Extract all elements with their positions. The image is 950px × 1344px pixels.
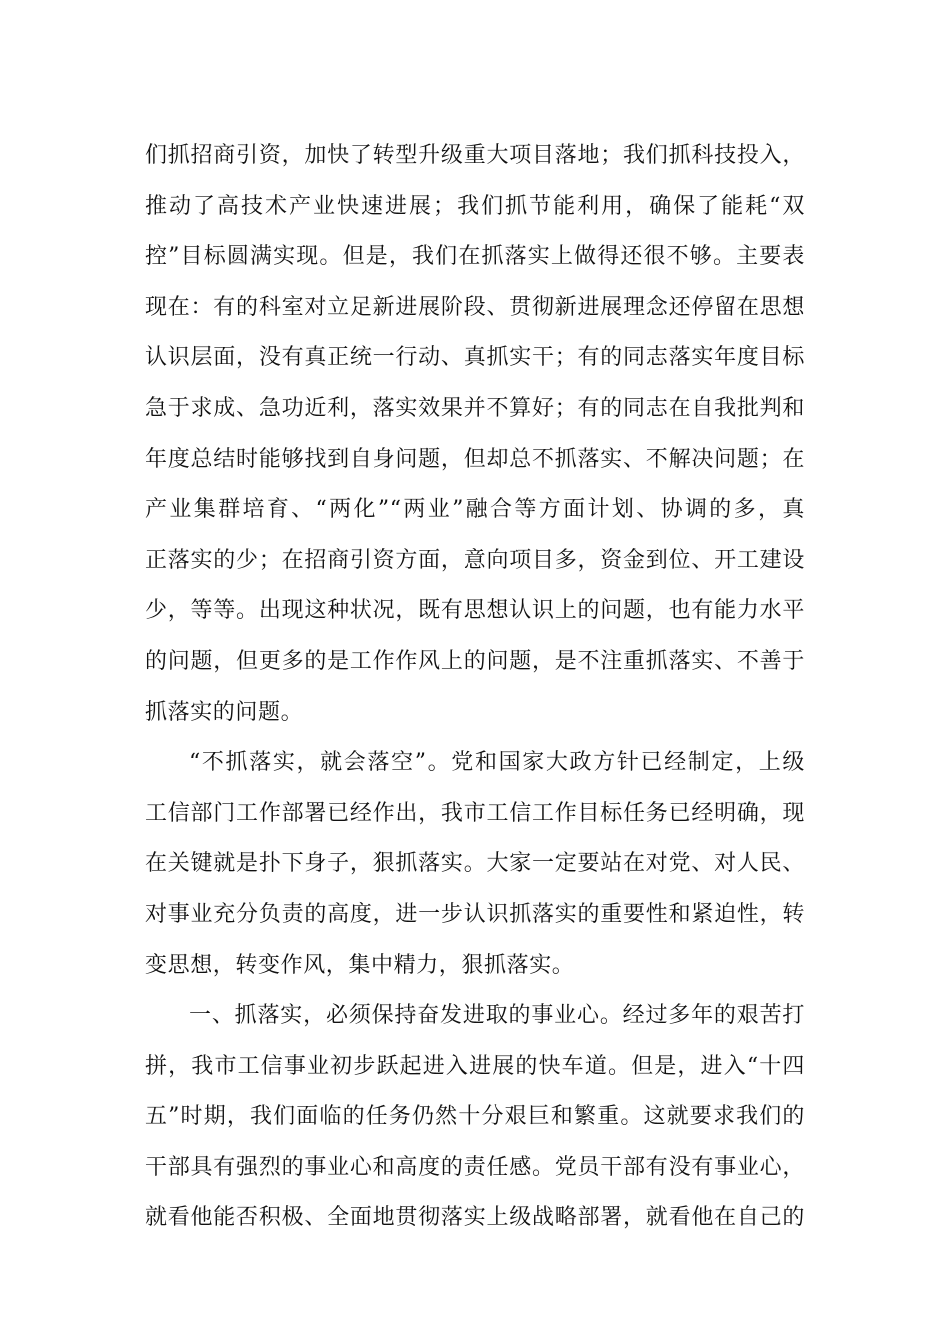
text-line: 干部具有强烈的事业心和高度的责任感。党员干部有没有事业心， [145,1154,805,1180]
text-line: 对事业充分负责的高度，进一步认识抓落实的重要性和紧迫性，转 [145,901,805,927]
text-line: 就看他能否积极、全面地贯彻落实上级战略部署，就看他在自己的 [145,1205,805,1231]
paragraph-3 [145,991,805,1244]
text-line: 们抓招商引资，加快了转型升级重大项目落地；我们抓科技投入， [145,143,805,168]
text-line: 年度总结时能够找到自身问题，但却总不抓落实、不解决问题；在 [145,446,805,472]
text-line: 拼，我市工信事业初步跃起进入进展的快车道。但是，进入“十四 [145,1053,805,1079]
text-line: 五”时期，我们面临的任务仍然十分艰巨和繁重。这就要求我们的 [145,1104,805,1130]
text-line: 在关键就是扑下身子，狠抓落实。大家一定要站在对党、对人民、 [145,851,805,877]
text-line: 现在：有的科室对立足新进展阶段、贯彻新进展理念还停留在思想 [145,294,805,320]
text-line: 少，等等。出现这种状况，既有思想认识上的问题，也有能力水平 [145,598,805,624]
text-line: “不抓落实，就会落空”。党和国家大政方针已经制定，上级 [189,750,805,776]
text-line: 正落实的少；在招商引资方面，意向项目多，资金到位、开工建设 [145,547,805,573]
text-line: 认识层面，没有真正统一行动、真抓实干；有的同志落实年度目标 [145,345,805,371]
text-line: 控”目标圆满实现。但是，我们在抓落实上做得还很不够。主要表 [145,244,805,270]
text-line: 工信部门工作部署已经作出，我市工信工作目标任务已经明确，现 [145,800,805,826]
text-line: 急于求成、急功近利，落实效果并不算好；有的同志在自我批判和 [145,395,805,421]
text-line: 一、抓落实，必须保持奋发进取的事业心。经过多年的艰苦打 [189,1003,805,1029]
text-line: 变思想，转变作风，集中精力，狠抓落实。 [145,952,575,978]
paragraph-1 [145,131,805,738]
text-line: 抓落实的问题。 [145,699,304,725]
text-line: 的问题，但更多的是工作作风上的问题，是不注重抓落实、不善于 [145,648,805,674]
text-line: 产业集群培育、“两化”“两业”融合等方面计划、协调的多，真 [145,497,805,523]
document-body [145,131,805,1244]
text-line: 推动了高技术产业快速进展；我们抓节能利用，确保了能耗“双 [145,193,805,219]
paragraph-2 [145,738,805,991]
